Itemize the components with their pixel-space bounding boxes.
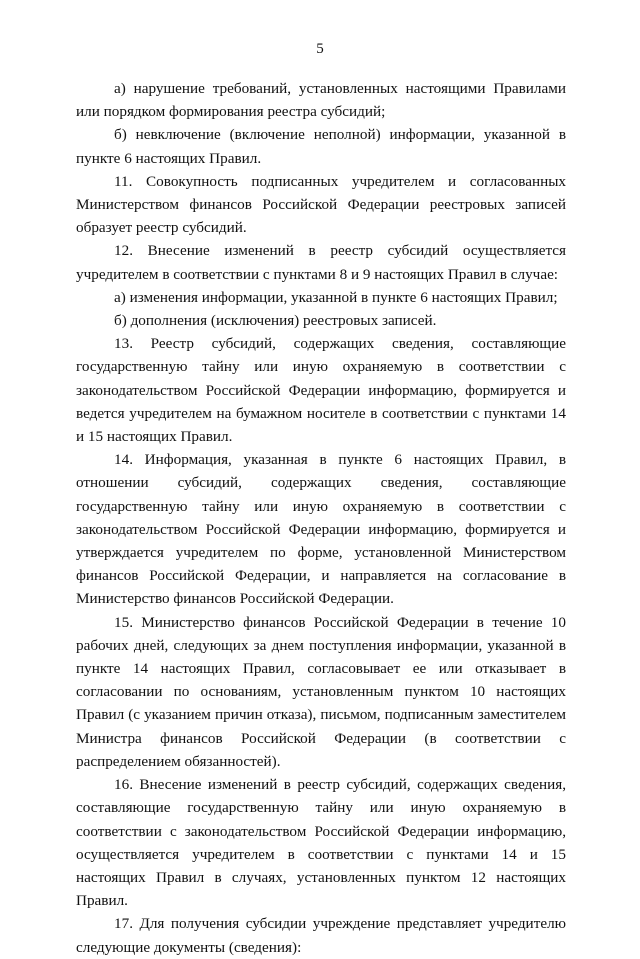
paragraph-17: 17. Для получения субсидии учреждение представляет учредителю следующие документы (сведения): — [76, 915, 566, 956]
document-body — [76, 77, 566, 959]
paragraph-11: 11. Совокупность подписанных учредителем и согласованных Министерством финансов Российской Федерации реестровых записей образует реестр субсидий. — [76, 172, 566, 237]
paragraph-12-a: а) изменения информации, указанной в пункте 6 настоящих Правил; — [114, 288, 558, 306]
paragraph-a-violation: а) нарушение требований, установленных настоящими Правилами или порядком формирования реестра субсидий; — [76, 80, 566, 121]
paragraph-14: 14. Информация, указанная в пункте 6 настоящих Правил, в отношении субсидий, содержащих сведения, составляющие государственную тайну или иную охраняемую в соответствии с законодательством Российской Федерации информацию, формируется и утверждается учредителем по форме, установленной Министерством финансов Российской Федерации, и направляется на согласование в Министерство финансов Российской Федерации. — [76, 451, 566, 608]
paragraph-16: 16. Внесение изменений в реестр субсидий, содержащих сведения, составляющие государственную тайну или иную охраняемую в соответствии с законодательством Российской Федерации информацию, осуществляется учредителем в соответствии с пунктами 14 и 15 настоящих Правил в случаях, установленных пунктом 12 настоящих Правил. — [76, 776, 566, 910]
paragraph-12: 12. Внесение изменений в реестр субсидий осуществляется учредителем в соответствии с пунктами 8 и 9 настоящих Правил в случае: — [76, 242, 566, 283]
paragraph-12-b: б) дополнения (исключения) реестровых записей. — [114, 312, 437, 330]
paragraph-b-non-inclusion: б) невключение (включение неполной) информации, указанной в пункте 6 настоящих Правил. — [76, 126, 566, 167]
paragraph-15: 15. Министерство финансов Российской Федерации в течение 10 рабочих дней, следующих за днем поступления информации, указанной в пункте 14 настоящих Правил, согласовывает ее или отказывает в согласовании по основаниям, установленным пунктом 10 настоящих Правил (с указанием причин отказа), письмом, подписанным заместителем Министра финансов Российской Федерации (в соответствии с распределением обязанностей). — [76, 613, 566, 770]
page-number: 5 — [316, 41, 324, 57]
paragraph-13: 13. Реестр субсидий, содержащих сведения, составляющие государственную тайну или иную охраняемую в соответствии с законодательством Российской Федерации информацию, формируется и ведется учредителем на бумажном носителе в соответствии с пунктами 14 и 15 настоящих Правил. — [76, 335, 566, 446]
